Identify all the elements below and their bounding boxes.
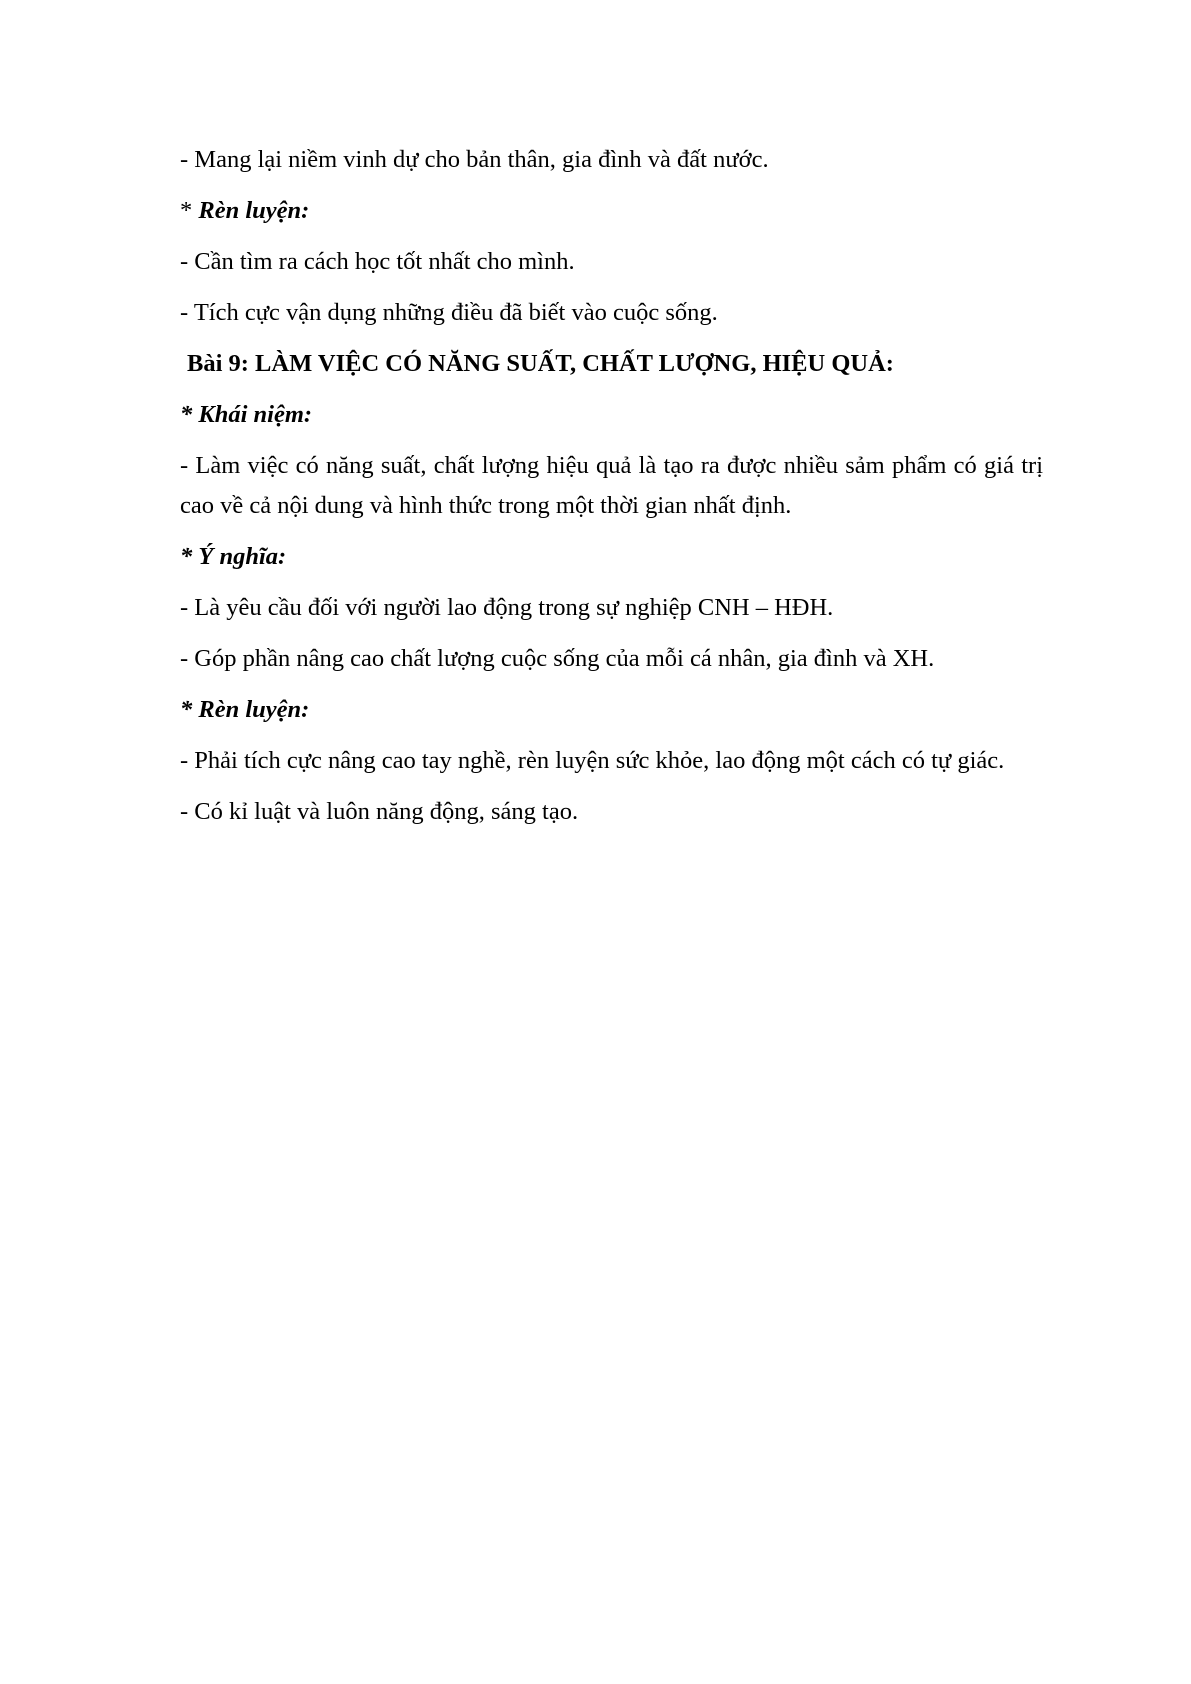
- heading-practice-1: [180, 191, 1043, 231]
- heading-prefix: *: [180, 197, 199, 224]
- heading-concept: * Khái niệm:: [180, 401, 313, 428]
- bullet-discipline: - Có kỉ luật và luôn năng động, sáng tạo.: [180, 798, 579, 825]
- heading-label: Rèn luyện:: [198, 197, 310, 224]
- paragraph-improve-skills: - Phải tích cực nâng cao tay nghề, rèn luyện sức khỏe, lao động một cách có tự giác.: [180, 747, 1005, 774]
- bullet-requirement: - Là yêu cầu đối với người lao động trong sự nghiệp CNH – HĐH.: [180, 594, 834, 621]
- paragraph-concept: - Làm việc có năng suất, chất lượng hiệu quả là tạo ra được nhiều sảm phẩm có giá trị cao về cả nội dung và hình thức trong một thời gian nhất định.: [180, 452, 1043, 519]
- heading-practice-2: * Rèn luyện:: [180, 696, 310, 723]
- bullet-quality-of-life: - Góp phần nâng cao chất lượng cuộc sống của mỗi cá nhân, gia đình và XH.: [180, 645, 935, 672]
- document-body: [180, 140, 1043, 843]
- lesson-title: Bài 9: LÀM VIỆC CÓ NĂNG SUẤT, CHẤT LƯỢNG, HIỆU QUẢ:: [187, 350, 894, 377]
- bullet-honor: - Mang lại niềm vinh dự cho bản thân, gia đình và đất nước.: [180, 146, 769, 173]
- bullet-apply-knowledge: - Tích cực vận dụng những điều đã biết vào cuộc sống.: [180, 299, 718, 326]
- heading-meaning: * Ý nghĩa:: [180, 543, 287, 570]
- bullet-find-method: - Cần tìm ra cách học tốt nhất cho mình.: [180, 248, 575, 275]
